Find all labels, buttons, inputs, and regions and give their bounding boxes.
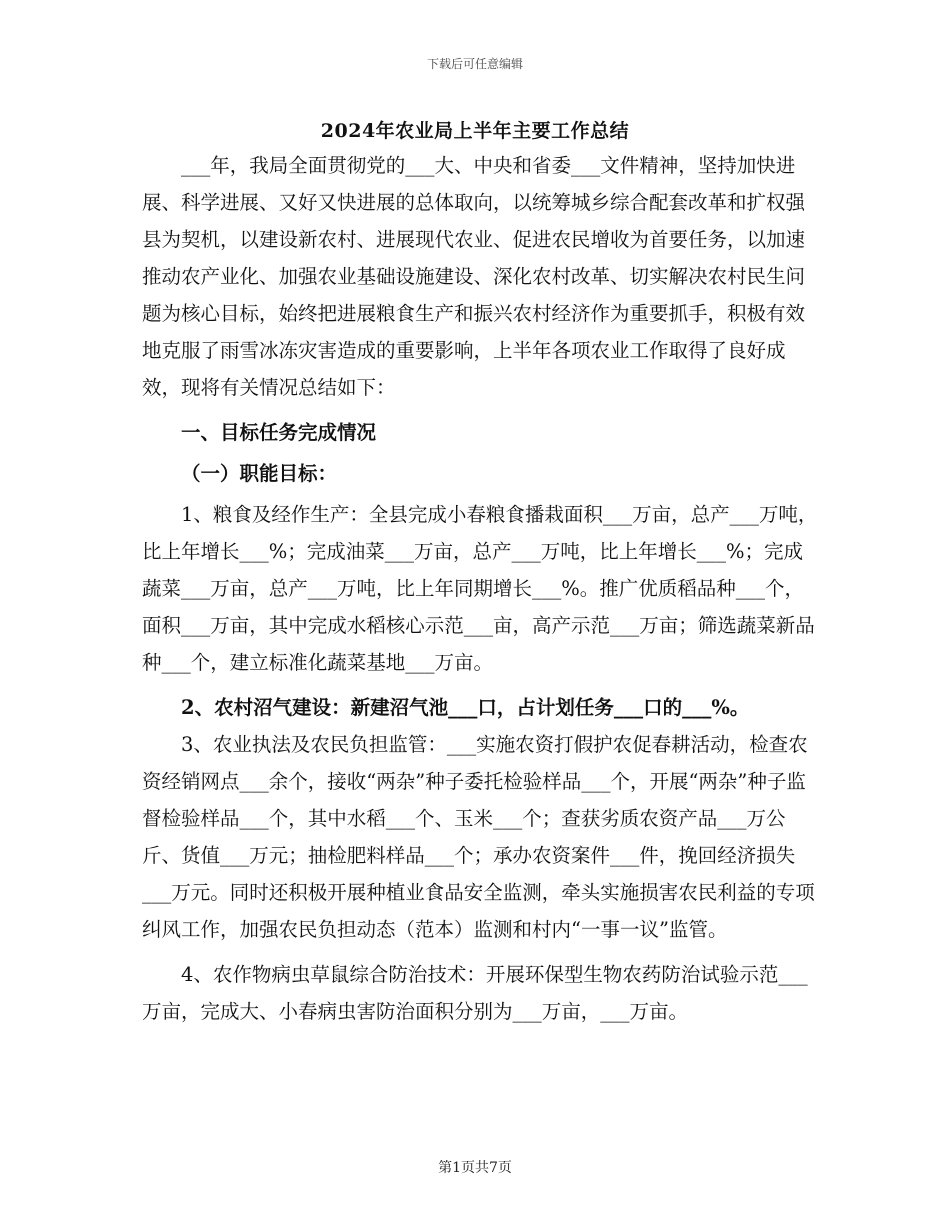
- item-grain-production: 1、粮食及经作生产：全县完成小春粮食播栽面积___万亩，总产___万吨，比上年增长___%；完成油菜___万亩，总产___万吨，比上年增长___%；完成蔬菜___万亩，总产___万吨，比上年同期增长___%。推广优质稻品种___个，面积___万亩，其中完成水稻核心示范___亩，高产示范___万亩；筛选蔬菜新品种___个，建立标准化蔬菜基地___万亩。: [142, 503, 818, 674]
- document-title: 2024年农业局上半年主要工作总结: [320, 120, 630, 142]
- item-pest-control: 4、农作物病虫草鼠综合防治技术：开展环保型生物农药防治试验示范___万亩，完成大、小春病虫害防治面积分别为___万亩，___万亩。: [142, 963, 808, 1023]
- header-note: 下载后可任意编辑: [426, 57, 523, 71]
- page-footer: 第1页共7页: [438, 1160, 512, 1176]
- item-biogas-construction: 2、农村沼气建设：新建沼气池___口，占计划任务___口的___%。: [181, 696, 750, 719]
- section-heading: 一、目标任务完成情况: [181, 421, 377, 444]
- intro-paragraph: ___年，我局全面贯彻党的___大、中央和省委___文件精神，坚持加快进展、科学进展、又好又快进展的总体取向，以统筹城乡综合配套改革和扩权强县为契机，以建设新农村、进展现代农业、促进农民增收为首要任务，以加速推动农产业化、加强农业基础设施建设、深化农村改革、切实解决农村民生问题为核心目标，始终把进展粮食生产和振兴农村经济作为重要抓手，积极有效地克服了雨雪冰冻灾害造成的重要影响，上半年各项农业工作取得了良好成效，现将有关情况总结如下：: [142, 154, 806, 399]
- document-body: [142, 147, 822, 1030]
- subsection-heading: （一）职能目标：: [181, 462, 338, 485]
- item-law-enforcement: 3、农业执法及农民负担监管：___实施农资打假护农促春耕活动，检查农资经销网点___余个，接收“两杂”种子委托检验样品___个，开展“两杂”种子监督检验样品___个，其中水稻___个、玉米___个；查获劣质农资产品___万公斤、货值___万元；抽检肥料样品___个；承办农资案件___件，挽回经济损失___万元。同时还积极开展种植业食品安全监测，牵头实施损害农民利益的专项纠风工作，加强农民负担动态（范本）监测和村内“一事一议”监管。: [142, 733, 815, 941]
